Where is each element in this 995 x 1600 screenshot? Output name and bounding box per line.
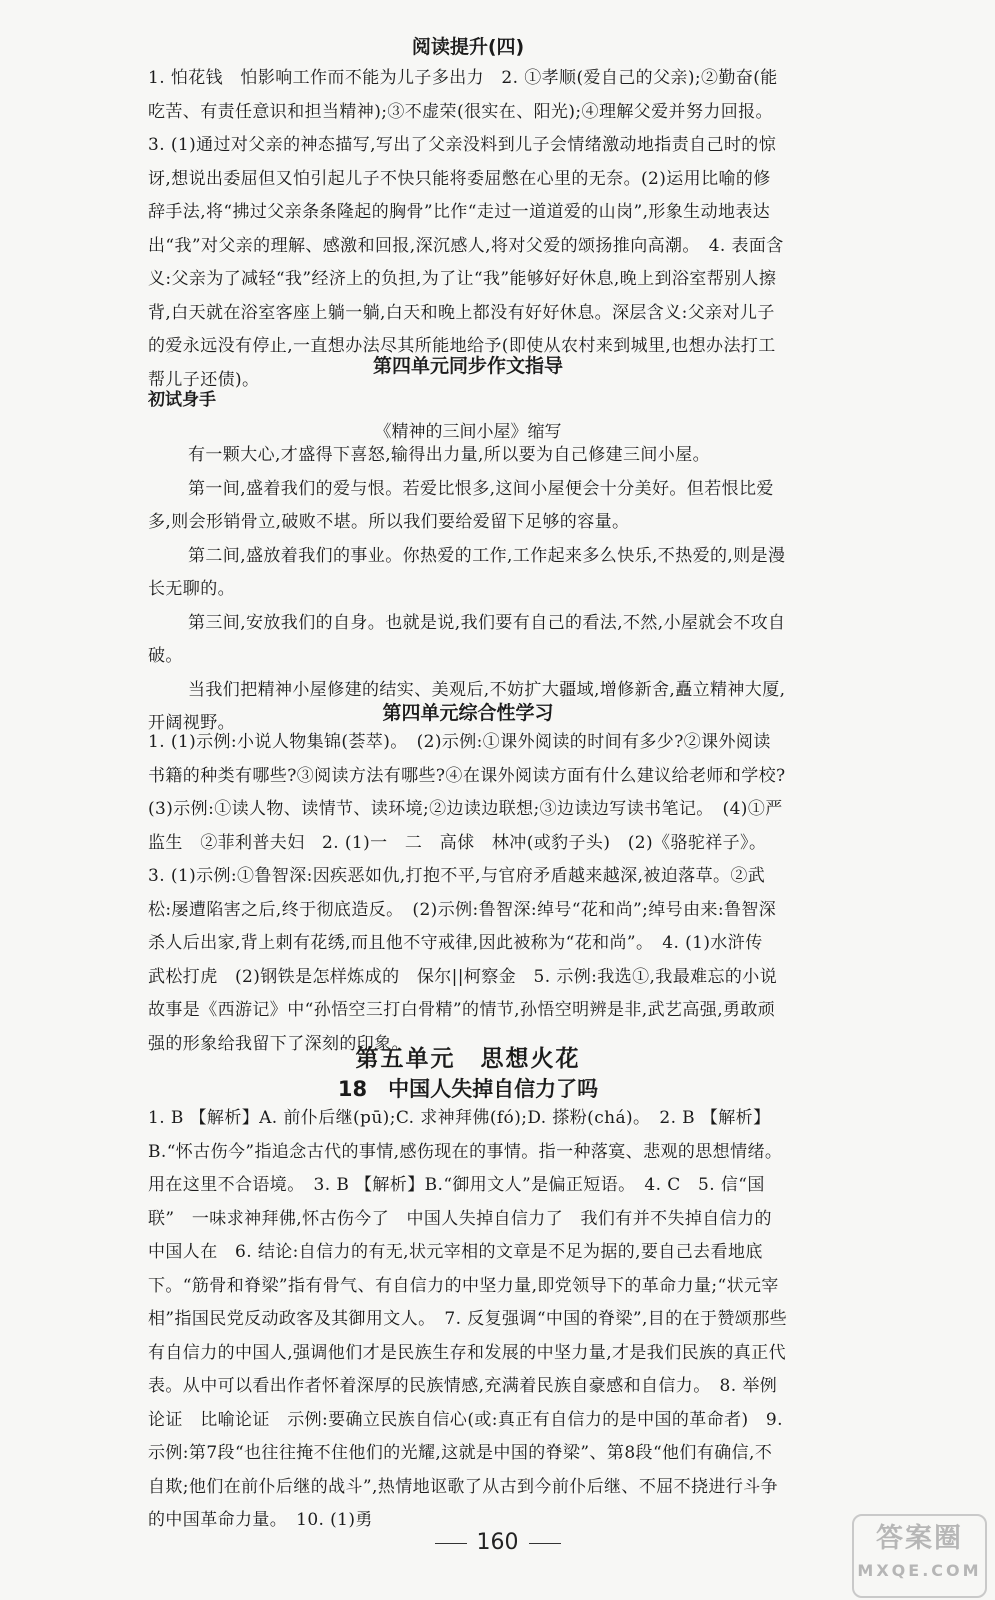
essay-body (148, 439, 788, 741)
dash-right (529, 1543, 561, 1544)
section-title-comprehensive: 第四单元综合性学习 (382, 702, 554, 724)
page-number (0, 1530, 995, 1555)
watermark-text: 答案圈 (876, 1523, 963, 1554)
reading-answers (148, 62, 788, 397)
page-number-value: 160 (476, 1530, 519, 1555)
essay-paragraph: 当我们把精神小屋修建的结实、美观后,不妨扩大疆域,增修新舍,矗立精神大厦,开阔视野。 (148, 679, 786, 733)
section-title-reading: 阅读提升(四) (411, 36, 525, 58)
reading-answers-text: 1. 怕花钱 怕影响工作而不能为儿子多出力 2. ①孝顺(爱自己的父亲);②勤奋(能吃苦、有责任意识和担当精神);③不虚荣(很实在、阳光);④理解父爱并努力回报。 3. (1)通过对父亲的神态描写,写出了父亲没料到儿子会情绪激动地指责自己时的惊讶,想说出委屈但又怕引起儿子不快只能将委屈憋在心里的无奈。(2)运用比喻的修辞手法,将“拂过父亲条条隆起的胸骨”比作“走过一道道爱的山岗”,形象生动地表达出“我”对父亲的理解、感激和回报,深沉感人,将对父爱的颂扬推向高潮。 4. 表面含义:父亲为了减轻“我”经济上的负担,为了让“我”能够好好休息,晚上到浴室帮别人擦背,白天就在浴室客座上躺一躺,白天和晚上都没有好好休息。深层含义:父亲对儿子的爱永远没有停止,一直想办法尽其所能地给予(即使从农村来到城里,也想办法打工帮儿子还债)。 (148, 68, 784, 390)
essay-paragraph: 第三间,安放我们的自身。也就是说,我们要有自己的看法,不然,小屋就会不攻自破。 (148, 612, 786, 666)
section-title-writing: 第四单元同步作文指导 (372, 355, 563, 377)
comprehensive-answers-text: 1. (1)示例:小说人物集锦(荟萃)。 (2)示例:①课外阅读的时间有多少?②课外阅读书籍的种类有哪些?③阅读方法有哪些?④在课外阅读方面有什么建议给老师和学校? (3)示例:①读人物、读情节、读环境;②边读边联想;③边读边写读书笔记。 (4)①严监生 ②菲利普夫妇 2. (1)一 二 高俅 林冲(或豹子头) (2)《骆驼祥子》。 3. (1)示例:①鲁智深:因疾恶如仇,打抱不平,与官府矛盾越来越深,被迫落草。②武松:屡遭陷害之后,终于彻底造反。 (2)示例:鲁智深:绰号“花和尚”;绰号由来:鲁智深杀人后出家,背上刺有花绣,而且他不守戒律,因此被称为“花和尚”。 4. (1)水浒传 武松打虎 (2)钢铁是怎样炼成的 保尔||柯察金 5. 示例:我选①,我最难忘的小说故事是《西游记》中“孙悟空三打白骨精”的情节,孙悟空明辨是非,武艺高强,勇敢顽强的形象给我留下了深刻的印象。 (148, 732, 803, 1054)
watermark-logo (852, 1514, 987, 1598)
writing-subheading: 初试身手 (148, 390, 216, 410)
lesson-answers (148, 1102, 788, 1538)
essay-paragraph: 有一颗大心,才盛得下喜怒,输得出力量,所以要为自己修建三间小屋。 (188, 445, 711, 465)
essay-title: 《精神的三间小屋》缩写 (374, 422, 562, 442)
comprehensive-answers (148, 726, 803, 1061)
dash-left (435, 1543, 467, 1544)
unit-title: 第五单元 思想火花 (355, 1046, 581, 1072)
lesson-answers-text: 1. B 【解析】A. 前仆后继(pū);C. 求神拜佛(fó);D. 搽粉(chá)。 2. B 【解析】B.“怀古伤今”指追念古代的事情,感伤现在的事情。指一种落寞、悲观的思想情绪。用在这里不合语境。 3. B 【解析】B.“御用文人”是偏正短语。 4. C 5. 信“国联” 一味求神拜佛,怀古伤今了 中国人失掉自信力了 我们有并不失掉自信力的中国人在 6. 结论:自信力的有无,状元宰相的文章是不足为据的,要自己去看地底下。“筋骨和脊梁”指有骨气、有自信力的中坚力量,即党领导下的革命力量;“状元宰相”指国民党反动政客及其御用文人。 7. 反复强调“中国的脊梁”,目的在于赞颂那些有自信力的中国人,强调他们才是民族生存和发展的中坚力量,才是我们民族的真正代表。从中可以看出作者怀着深厚的民族情感,充满着民族自豪感和自信力。 8. 举例论证 比喻论证 示例:要确立民族自信心(或:真正有自信力的是中国的革命者) 9. 示例:第7段“也往往掩不住他们的光耀,这就是中国的脊梁”、第8段“他们有确信,不自欺;他们在前仆后继的战斗”,热情地讴歌了从古到今前仆后继、不屈不挠进行斗争的中国革命力量。 10. (1)勇 (148, 1108, 787, 1530)
watermark-domain: MXQE.COM (857, 1561, 982, 1580)
essay-paragraph: 第一间,盛着我们的爱与恨。若爱比恨多,这间小屋便会十分美好。但若恨比爱多,则会形销骨立,破败不堪。所以我们要给爱留下足够的容量。 (148, 478, 774, 532)
essay-paragraph: 第二间,盛放着我们的事业。你热爱的工作,工作起来多么快乐,不热爱的,则是漫长无聊的。 (148, 545, 786, 599)
lesson-title: 18 中国人失掉自信力了吗 (337, 1077, 599, 1101)
